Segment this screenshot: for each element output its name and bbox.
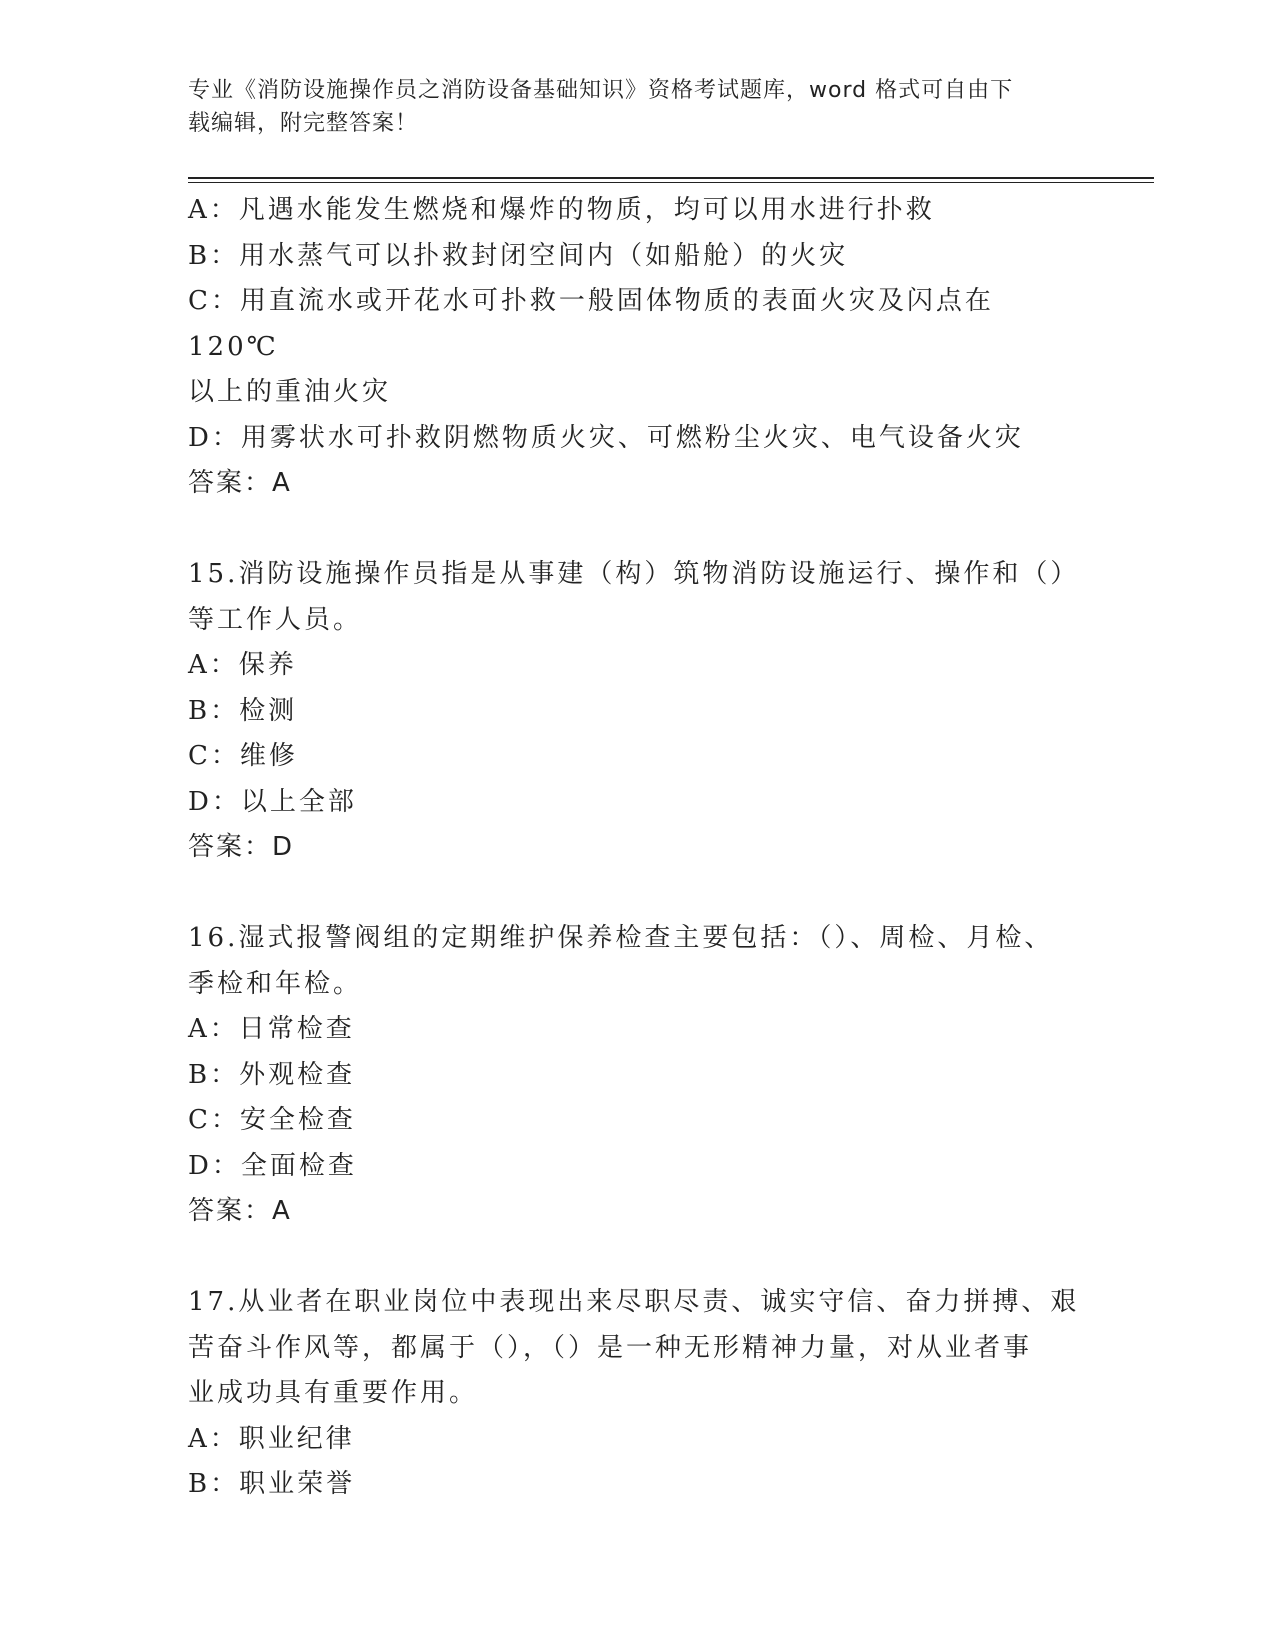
spacer xyxy=(188,1235,1088,1281)
question-16 xyxy=(188,916,1088,1235)
question-stem-continued: 业成功具有重要作用。 xyxy=(188,1378,479,1408)
option-b: B：外观检查 xyxy=(188,1059,356,1090)
header-line-2: 载编辑，附完整答案！ xyxy=(188,111,419,136)
question-stem: 15.消防设施操作员指是从事建（构）筑物消防设施运行、操作和（） xyxy=(188,559,1080,589)
option-c: C：安全检查 xyxy=(188,1105,356,1135)
option-d: D：以上全部 xyxy=(188,786,357,817)
option-c-continued: 以上的重油火灾 xyxy=(188,377,392,407)
question-14-continued xyxy=(188,188,1088,507)
question-stem-continued: 等工作人员。 xyxy=(188,604,363,635)
option-a: A：凡遇水能发生燃烧和爆炸的物质，均可以用水进行扑救 xyxy=(188,195,935,225)
document-header xyxy=(188,74,1068,140)
spacer xyxy=(188,871,1088,917)
option-a: A：保养 xyxy=(188,650,297,680)
question-list xyxy=(188,188,1088,1508)
option-c: C：维修 xyxy=(188,741,298,771)
question-stem-continued: 苦奋斗作风等，都属于（），（）是一种无形精神力量，对从业者事 xyxy=(188,1332,1033,1363)
option-a: A：日常检查 xyxy=(188,1014,355,1044)
header-divider-thick xyxy=(188,177,1154,179)
question-stem-continued: 季检和年检。 xyxy=(188,968,363,999)
question-stem: 17.从业者在职业岗位中表现出来尽职尽责、诚实守信、奋力拼搏、艰 xyxy=(188,1287,1080,1317)
header-divider-thin xyxy=(188,182,1154,183)
option-c: C：用直流水或开花水可扑救一般固体物质的表面火灾及闪点在 120℃ xyxy=(188,286,1006,362)
question-stem: 16.湿式报警阀组的定期维护保养检查主要包括：（）、周检、月检、 xyxy=(188,923,1054,953)
answer: 答案：A xyxy=(188,468,292,498)
option-b: B：检测 xyxy=(188,695,298,726)
question-15 xyxy=(188,552,1088,871)
option-b: B：用水蒸气可以扑救封闭空间内（如船舱）的火灾 xyxy=(188,240,849,271)
option-d: D：用雾状水可扑救阴燃物质火灾、可燃粉尘火灾、电气设备火灾 xyxy=(188,422,1024,453)
spacer xyxy=(188,507,1088,553)
answer: 答案：D xyxy=(188,832,295,862)
question-17 xyxy=(188,1280,1088,1508)
option-a: A：职业纪律 xyxy=(188,1423,355,1454)
header-line-1: 专业《消防设施操作员之消防设备基础知识》资格考试题库，word 格式可自由下 xyxy=(188,78,1014,103)
answer: 答案：A xyxy=(188,1196,292,1226)
option-b: B：职业荣誉 xyxy=(188,1469,356,1499)
option-d: D：全面检查 xyxy=(188,1150,357,1181)
